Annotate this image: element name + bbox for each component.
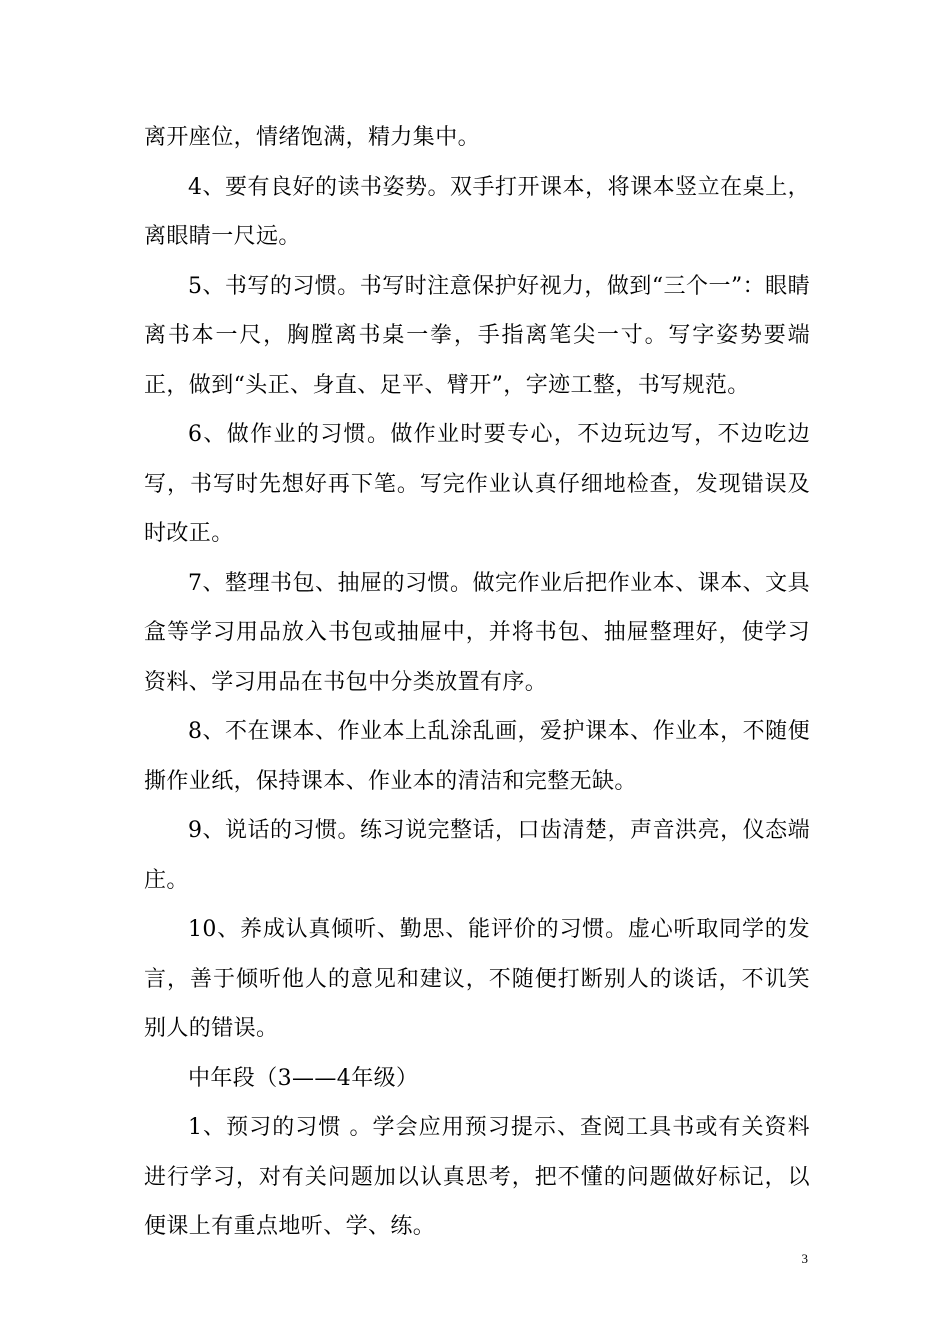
paragraph-book-care: 8、不在课本、作业本上乱涂乱画，爱护课本、作业本，不随便撕作业纸，保持课本、作业本的清洁和完整无缺。 (144, 719, 810, 794)
document-body (144, 113, 810, 1252)
paragraph-writing-habit: 5、书写的习惯。书写时注意保护好视力，做到“三个一”：眼睛离书本一尺，胸膛离书桌一拳，手指离笔尖一寸。写字姿势要端正，做到“头正、身直、足平、臂开”，字迹工整，书写规范。 (144, 273, 810, 398)
paragraph-reading-posture: 4、要有良好的读书姿势。双手打开课本，将课本竖立在桌上，离眼睛一尺远。 (144, 174, 810, 249)
page-number: 3 (801, 1251, 808, 1266)
paragraph-homework-habit: 6、做作业的习惯。做作业时要专心，不边玩边写，不边吃边写，书写时先想好再下笔。写完作业认真仔细地检查，发现错误及时改正。 (144, 422, 810, 546)
paragraph-organizing-habit: 7、整理书包、抽屉的习惯。做完作业后把作业本、课本、文具盒等学习用品放入书包或抽屉中，并将书包、抽屉整理好，使学习资料、学习用品在书包中分类放置有序。 (144, 570, 810, 695)
paragraph-continuation: 离开座位，情绪饱满，精力集中。 (144, 125, 481, 150)
paragraph-speaking-habit: 9、说话的习惯。练习说完整话，口齿清楚，声音洪亮，仪态端庄。 (144, 818, 810, 893)
section-heading-middle-grades: 中年段（3——4年级） (188, 1065, 419, 1091)
paragraph-preview-habit: 1、预习的习惯 。学会应用预习提示、查阅工具书或有关资料进行学习，对有关问题加以认真思考，把不懂的问题做好标记，以便课上有重点地听、学、练。 (144, 1115, 810, 1239)
paragraph-listening-habit: 10、养成认真倾听、勤思、能评价的习惯。虚心听取同学的发言，善于倾听他人的意见和建议，不随便打断别人的谈话，不讥笑别人的错误。 (144, 917, 810, 1041)
